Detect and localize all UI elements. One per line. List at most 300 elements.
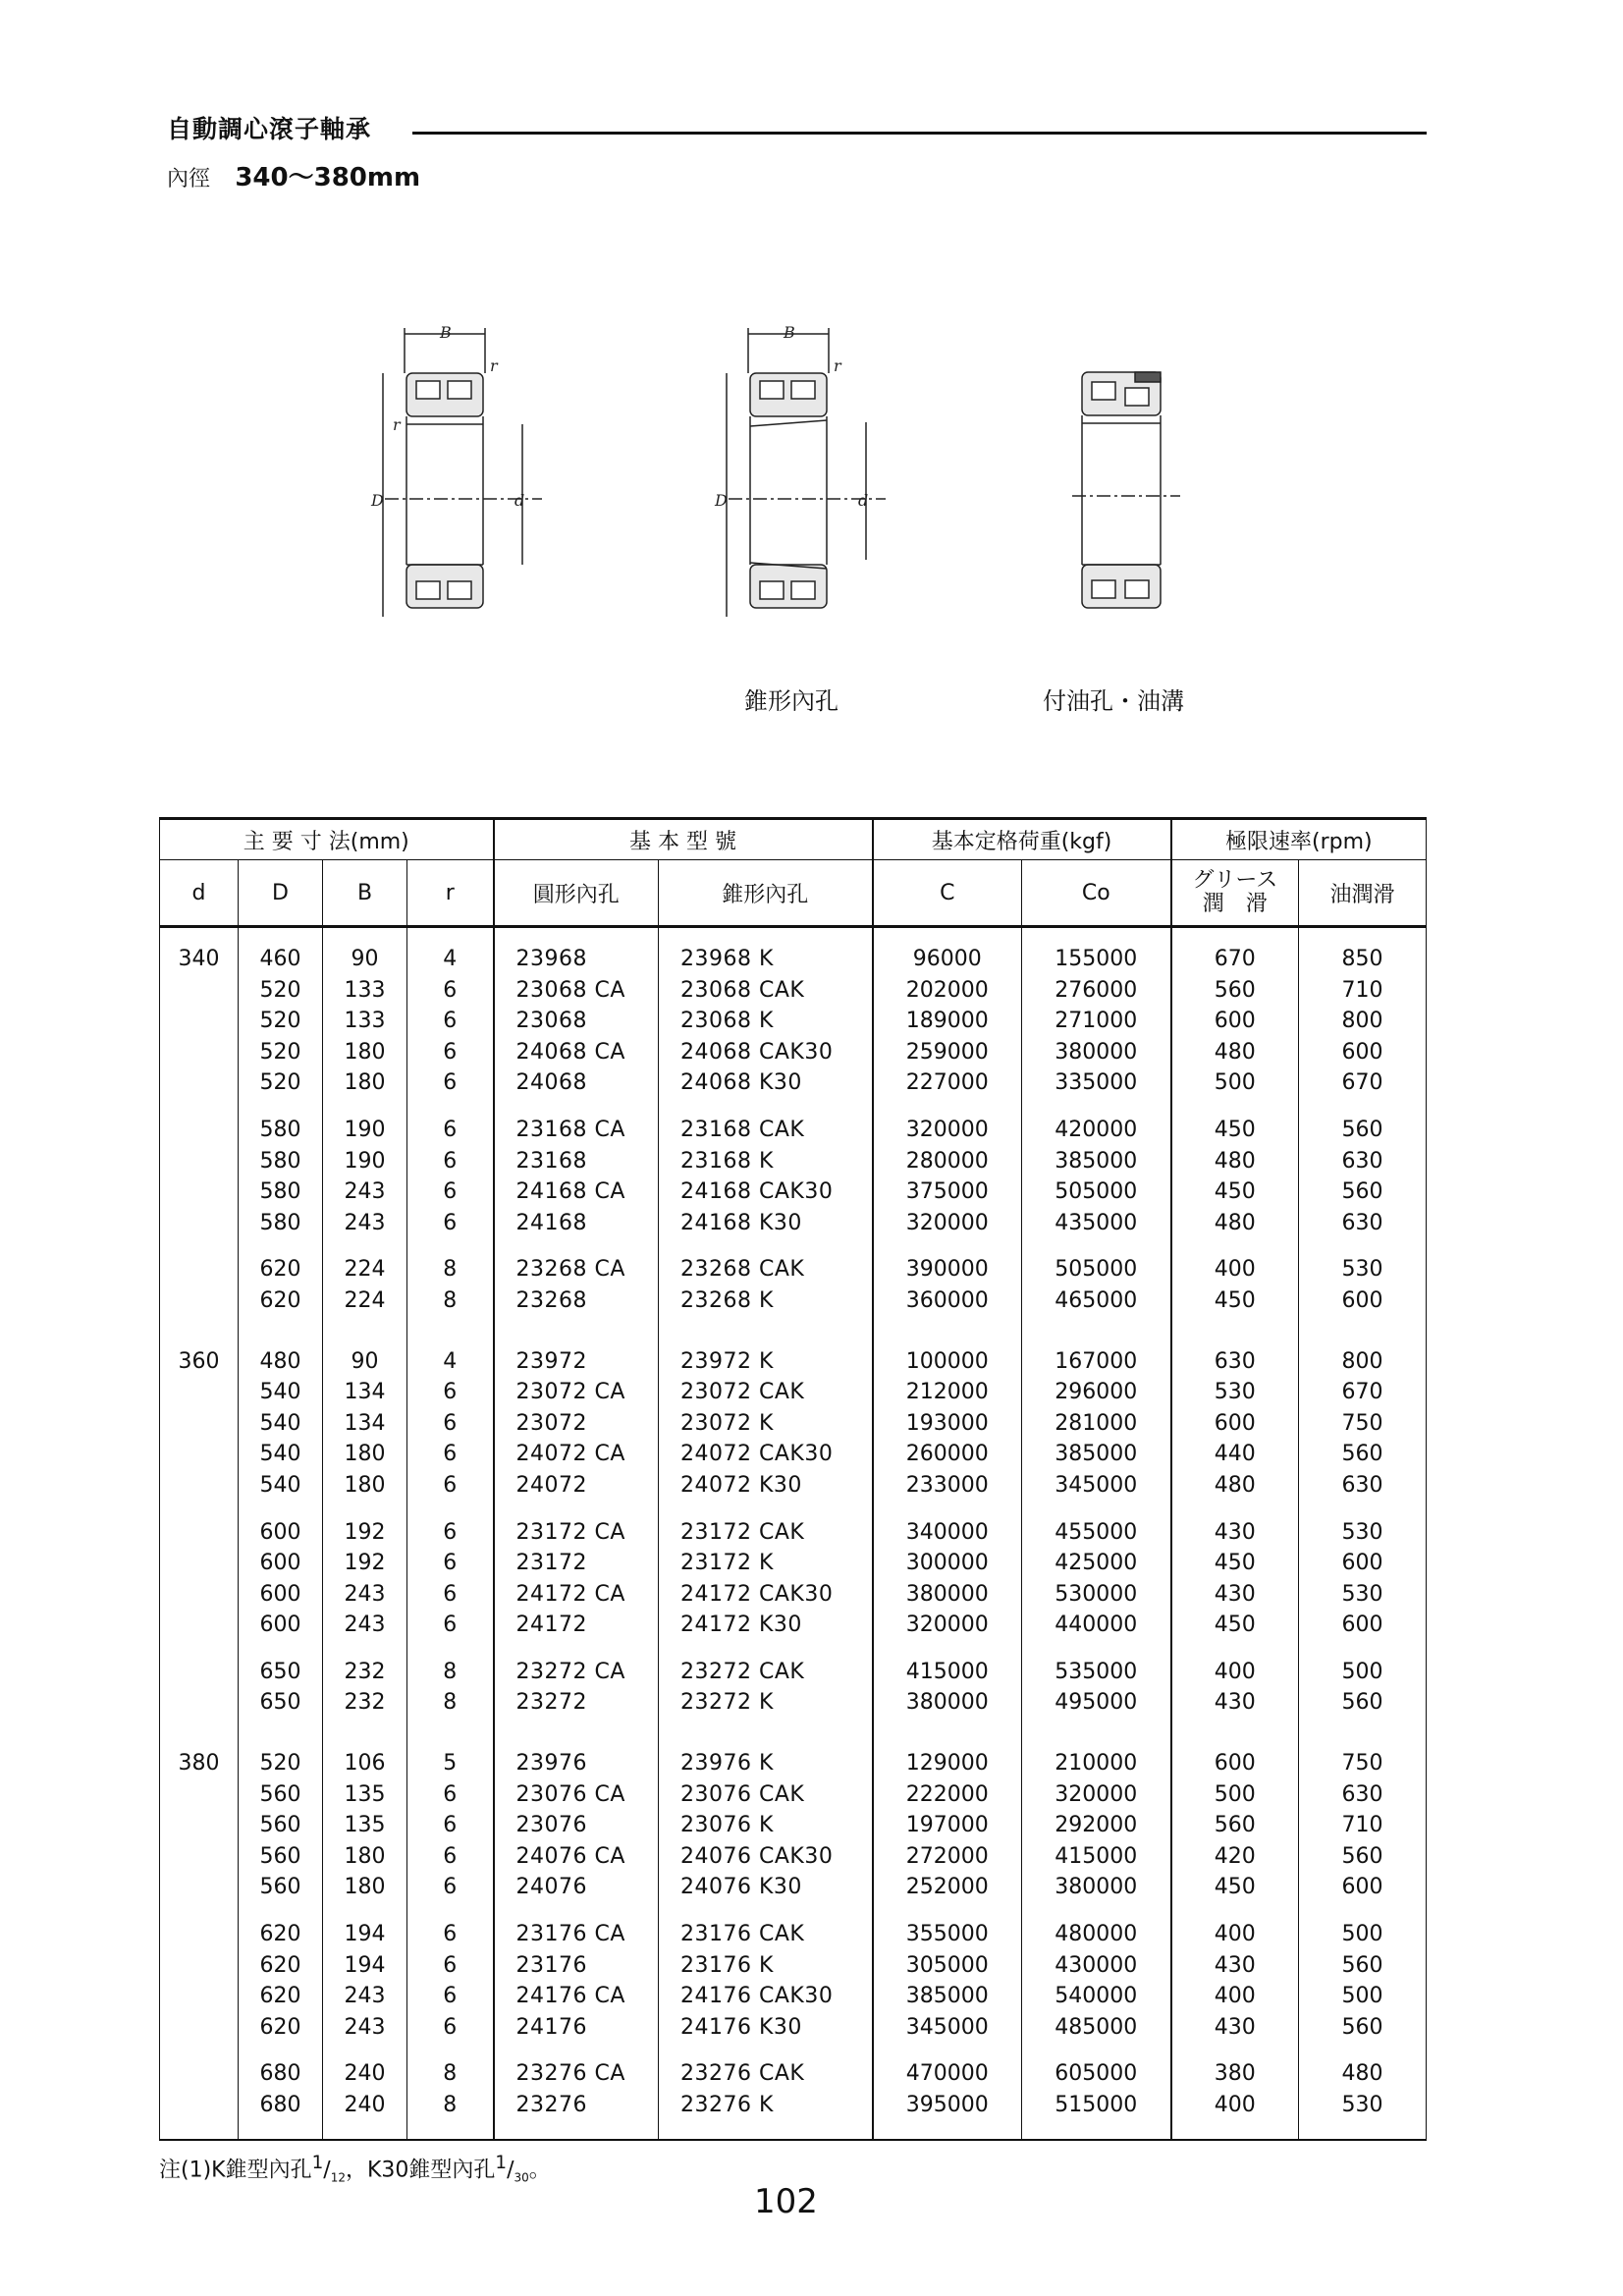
cell-taper: 23076 CAK bbox=[659, 1779, 873, 1811]
cell-d bbox=[160, 1610, 239, 1641]
cell-d bbox=[160, 2043, 239, 2090]
cell-Co: 415000 bbox=[1022, 1841, 1171, 1873]
cell-taper: 24072 K30 bbox=[659, 1470, 873, 1502]
cell-B: 180 bbox=[323, 1439, 407, 1470]
cell-r: 8 bbox=[407, 1285, 494, 1317]
table-row bbox=[160, 1006, 1427, 1037]
cell-taper: 23076 K bbox=[659, 1810, 873, 1841]
cell-d bbox=[160, 1408, 239, 1440]
cell-d bbox=[160, 1208, 239, 1239]
cell-cyl: 24176 bbox=[494, 2012, 659, 2044]
cell-D: 600 bbox=[239, 1579, 323, 1611]
cell-cyl: 23268 CA bbox=[494, 1238, 659, 1285]
cell-D: 480 bbox=[239, 1317, 323, 1378]
cell-grease: 430 bbox=[1171, 1950, 1299, 1982]
cell-D: 520 bbox=[239, 975, 323, 1007]
cell-D: 560 bbox=[239, 1872, 323, 1903]
cell-Co: 485000 bbox=[1022, 2012, 1171, 2044]
cell-D: 560 bbox=[239, 1841, 323, 1873]
cell-d bbox=[160, 1903, 239, 1950]
cell-cyl: 23272 CA bbox=[494, 1641, 659, 1688]
cell-oil: 530 bbox=[1299, 1502, 1427, 1549]
cell-D: 540 bbox=[239, 1439, 323, 1470]
cell-D: 620 bbox=[239, 1903, 323, 1950]
cell-Co: 505000 bbox=[1022, 1238, 1171, 1285]
cell-oil: 670 bbox=[1299, 1377, 1427, 1408]
cell-C: 227000 bbox=[873, 1067, 1022, 1099]
cell-grease: 400 bbox=[1171, 1981, 1299, 2012]
cell-cyl: 24068 CA bbox=[494, 1037, 659, 1068]
cell-r: 8 bbox=[407, 1641, 494, 1688]
cell-Co: 430000 bbox=[1022, 1950, 1171, 1982]
spec-table-body bbox=[160, 927, 1427, 2140]
cell-B: 180 bbox=[323, 1841, 407, 1873]
cell-d bbox=[160, 1176, 239, 1208]
cell-C: 272000 bbox=[873, 1841, 1022, 1873]
cell-r: 6 bbox=[407, 1903, 494, 1950]
cell-cyl: 23172 CA bbox=[494, 1502, 659, 1549]
cell-Co: 530000 bbox=[1022, 1579, 1171, 1611]
footnote-frac1-num: 1 bbox=[311, 2153, 324, 2173]
cell-oil: 630 bbox=[1299, 1779, 1427, 1811]
label-D: D bbox=[715, 491, 728, 510]
cell-Co: 505000 bbox=[1022, 1176, 1171, 1208]
cell-d bbox=[160, 2012, 239, 2044]
cell-grease: 480 bbox=[1171, 1208, 1299, 1239]
cell-d bbox=[160, 975, 239, 1007]
table-row bbox=[160, 1208, 1427, 1239]
table-row bbox=[160, 1377, 1427, 1408]
label-B: B bbox=[440, 324, 452, 342]
col-cylindrical-bore: 圓形內孔 bbox=[494, 860, 659, 927]
table-row bbox=[160, 1872, 1427, 1903]
table-row bbox=[160, 1810, 1427, 1841]
title-rule bbox=[412, 132, 1427, 135]
cell-C: 360000 bbox=[873, 1285, 1022, 1317]
cell-C: 212000 bbox=[873, 1377, 1022, 1408]
cell-Co: 167000 bbox=[1022, 1317, 1171, 1378]
cell-Co: 385000 bbox=[1022, 1146, 1171, 1177]
cell-r: 4 bbox=[407, 1317, 494, 1378]
cell-d: 380 bbox=[178, 1751, 220, 1777]
cell-taper: 24068 CAK30 bbox=[659, 1037, 873, 1068]
cell-grease: 600 bbox=[1171, 1006, 1299, 1037]
cell-taper: 23272 K bbox=[659, 1687, 873, 1719]
cell-r: 6 bbox=[407, 1841, 494, 1873]
footnote-middle: ，K30錐型內孔 bbox=[345, 2158, 496, 2183]
cell-cyl: 24172 bbox=[494, 1610, 659, 1641]
cell-B: 243 bbox=[323, 1610, 407, 1641]
cell-B: 194 bbox=[323, 1950, 407, 1982]
cell-d: 340 bbox=[178, 947, 220, 971]
cell-oil: 560 bbox=[1299, 2012, 1427, 2044]
cell-r: 6 bbox=[407, 1377, 494, 1408]
cell-taper: 23968 K bbox=[659, 927, 873, 975]
bore-range bbox=[167, 157, 420, 193]
cell-C: 193000 bbox=[873, 1408, 1022, 1440]
table-row bbox=[160, 1317, 1427, 1378]
cell-d bbox=[160, 1285, 239, 1317]
cell-oil: 560 bbox=[1299, 1950, 1427, 1982]
cell-Co: 480000 bbox=[1022, 1903, 1171, 1950]
cell-oil: 710 bbox=[1299, 1810, 1427, 1841]
cell-oil: 750 bbox=[1299, 1719, 1427, 1779]
cell-oil: 500 bbox=[1299, 1903, 1427, 1950]
col-grease-line1: グリース bbox=[1192, 868, 1278, 893]
table-row bbox=[160, 1641, 1427, 1688]
cell-grease: 430 bbox=[1171, 1687, 1299, 1719]
cell-B: 243 bbox=[323, 2012, 407, 2044]
cell-oil: 750 bbox=[1299, 1408, 1427, 1440]
cell-Co: 605000 bbox=[1022, 2043, 1171, 2090]
cell-r: 6 bbox=[407, 1779, 494, 1811]
cell-cyl: 24168 CA bbox=[494, 1176, 659, 1208]
table-row bbox=[160, 1408, 1427, 1440]
cell-grease: 600 bbox=[1171, 1408, 1299, 1440]
cell-oil: 480 bbox=[1299, 2043, 1427, 2090]
cell-C: 300000 bbox=[873, 1548, 1022, 1579]
cell-taper: 24172 K30 bbox=[659, 1610, 873, 1641]
cell-B: 190 bbox=[323, 1099, 407, 1146]
cell-C: 395000 bbox=[873, 2090, 1022, 2140]
cell-Co: 455000 bbox=[1022, 1502, 1171, 1549]
cell-r: 6 bbox=[407, 1981, 494, 2012]
cell-taper: 23176 K bbox=[659, 1950, 873, 1982]
cell-Co: 385000 bbox=[1022, 1439, 1171, 1470]
cell-oil: 600 bbox=[1299, 1610, 1427, 1641]
cell-grease: 480 bbox=[1171, 1470, 1299, 1502]
col-C: C bbox=[873, 860, 1022, 927]
cell-r: 6 bbox=[407, 1176, 494, 1208]
cell-r: 8 bbox=[407, 1238, 494, 1285]
cell-oil: 530 bbox=[1299, 1238, 1427, 1285]
cell-r: 6 bbox=[407, 1470, 494, 1502]
cell-taper: 23072 CAK bbox=[659, 1377, 873, 1408]
footnote-frac1-den: 12 bbox=[330, 2170, 346, 2185]
cell-oil: 500 bbox=[1299, 1641, 1427, 1688]
cell-cyl: 24076 CA bbox=[494, 1841, 659, 1873]
table-row bbox=[160, 1470, 1427, 1502]
cell-taper: 23068 CAK bbox=[659, 975, 873, 1007]
cell-taper: 24076 K30 bbox=[659, 1872, 873, 1903]
cell-D: 600 bbox=[239, 1610, 323, 1641]
cell-grease: 450 bbox=[1171, 1099, 1299, 1146]
col-grease bbox=[1171, 860, 1299, 927]
cell-B: 240 bbox=[323, 2043, 407, 2090]
cell-B: 180 bbox=[323, 1872, 407, 1903]
cell-taper: 23176 CAK bbox=[659, 1903, 873, 1950]
cell-B: 135 bbox=[323, 1810, 407, 1841]
label-D: D bbox=[371, 491, 384, 510]
table-row bbox=[160, 1285, 1427, 1317]
label-r: r bbox=[834, 356, 841, 375]
cell-grease: 430 bbox=[1171, 2012, 1299, 2044]
cell-oil: 560 bbox=[1299, 1099, 1427, 1146]
cell-C: 340000 bbox=[873, 1502, 1022, 1549]
cell-Co: 292000 bbox=[1022, 1810, 1171, 1841]
cell-oil: 630 bbox=[1299, 1208, 1427, 1239]
cell-d bbox=[160, 1810, 239, 1841]
cell-C: 355000 bbox=[873, 1903, 1022, 1950]
cell-B: 90 bbox=[323, 927, 407, 975]
label-r: r bbox=[490, 356, 498, 375]
cell-C: 345000 bbox=[873, 2012, 1022, 2044]
cell-taper: 24072 CAK30 bbox=[659, 1439, 873, 1470]
table-row bbox=[160, 2090, 1427, 2140]
table-row bbox=[160, 1687, 1427, 1719]
cell-r: 6 bbox=[407, 1502, 494, 1549]
cell-grease: 400 bbox=[1171, 2090, 1299, 2140]
cell-cyl: 23076 CA bbox=[494, 1779, 659, 1811]
col-D: D bbox=[239, 860, 323, 927]
cell-oil: 630 bbox=[1299, 1146, 1427, 1177]
cell-grease: 450 bbox=[1171, 1176, 1299, 1208]
cell-grease: 440 bbox=[1171, 1439, 1299, 1470]
cell-oil: 850 bbox=[1299, 927, 1427, 975]
footnote-frac2-den: 30 bbox=[514, 2170, 529, 2185]
bore-value: 340～380mm bbox=[235, 163, 421, 192]
cell-C: 305000 bbox=[873, 1950, 1022, 1982]
cell-C: 380000 bbox=[873, 1579, 1022, 1611]
table-row bbox=[160, 1067, 1427, 1099]
cell-d bbox=[160, 1377, 239, 1408]
cell-C: 259000 bbox=[873, 1037, 1022, 1068]
cell-D: 620 bbox=[239, 1238, 323, 1285]
cell-taper: 23072 K bbox=[659, 1408, 873, 1440]
cell-cyl: 23976 bbox=[494, 1719, 659, 1779]
cell-taper: 24172 CAK30 bbox=[659, 1579, 873, 1611]
cell-B: 190 bbox=[323, 1146, 407, 1177]
cell-Co: 540000 bbox=[1022, 1981, 1171, 2012]
cell-r: 6 bbox=[407, 1810, 494, 1841]
cell-cyl: 23968 bbox=[494, 927, 659, 975]
bore-label: 內徑 bbox=[167, 167, 211, 191]
cell-oil: 600 bbox=[1299, 1037, 1427, 1068]
cell-cyl: 23172 bbox=[494, 1548, 659, 1579]
cell-d bbox=[160, 1687, 239, 1719]
cell-C: 470000 bbox=[873, 2043, 1022, 2090]
footnote-frac2-num: 1 bbox=[495, 2153, 508, 2173]
table-row bbox=[160, 1610, 1427, 1641]
table-row bbox=[160, 1037, 1427, 1068]
cell-oil: 560 bbox=[1299, 1841, 1427, 1873]
header-speed-limit: 極限速率(rpm) bbox=[1171, 819, 1427, 860]
cell-taper: 24168 CAK30 bbox=[659, 1176, 873, 1208]
col-oil: 油潤滑 bbox=[1299, 860, 1427, 927]
table-row bbox=[160, 1779, 1427, 1811]
cell-cyl: 23168 CA bbox=[494, 1099, 659, 1146]
label-d: d bbox=[858, 491, 869, 510]
cell-D: 520 bbox=[239, 1067, 323, 1099]
table-row bbox=[160, 1548, 1427, 1579]
cell-r: 6 bbox=[407, 1006, 494, 1037]
cell-cyl: 23168 bbox=[494, 1146, 659, 1177]
header-dimensions: 主 要 寸 法(mm) bbox=[160, 819, 494, 860]
cell-cyl: 23276 CA bbox=[494, 2043, 659, 2090]
cell-Co: 380000 bbox=[1022, 1872, 1171, 1903]
cell-Co: 535000 bbox=[1022, 1641, 1171, 1688]
cell-B: 224 bbox=[323, 1285, 407, 1317]
cell-Co: 420000 bbox=[1022, 1099, 1171, 1146]
cell-oil: 800 bbox=[1299, 1317, 1427, 1378]
cell-C: 320000 bbox=[873, 1208, 1022, 1239]
cell-cyl: 23076 bbox=[494, 1810, 659, 1841]
cell-d bbox=[160, 1981, 239, 2012]
cell-r: 8 bbox=[407, 2090, 494, 2140]
cell-grease: 560 bbox=[1171, 1810, 1299, 1841]
caption-oil-groove: 付油孔・油溝 bbox=[1043, 687, 1184, 715]
cell-B: 243 bbox=[323, 1208, 407, 1239]
page-number: 102 bbox=[754, 2182, 818, 2221]
col-tapered-bore: 錐形內孔 bbox=[659, 860, 873, 927]
cell-d bbox=[160, 1099, 239, 1146]
cell-D: 620 bbox=[239, 1285, 323, 1317]
cell-D: 520 bbox=[239, 1037, 323, 1068]
cell-cyl: 24076 bbox=[494, 1872, 659, 1903]
cell-d bbox=[160, 1950, 239, 1982]
cell-C: 380000 bbox=[873, 1687, 1022, 1719]
caption-tapered-bore: 錐形內孔 bbox=[744, 687, 839, 715]
cell-r: 6 bbox=[407, 1872, 494, 1903]
table-row bbox=[160, 1981, 1427, 2012]
cell-C: 197000 bbox=[873, 1810, 1022, 1841]
cell-D: 600 bbox=[239, 1502, 323, 1549]
table-row bbox=[160, 927, 1427, 975]
table-row bbox=[160, 1439, 1427, 1470]
table-row bbox=[160, 1502, 1427, 1549]
cell-oil: 560 bbox=[1299, 1176, 1427, 1208]
cell-d bbox=[160, 1037, 239, 1068]
cell-cyl: 23068 bbox=[494, 1006, 659, 1037]
cell-grease: 450 bbox=[1171, 1872, 1299, 1903]
table-row bbox=[160, 1099, 1427, 1146]
cell-B: 135 bbox=[323, 1779, 407, 1811]
cell-grease: 480 bbox=[1171, 1037, 1299, 1068]
cell-grease: 600 bbox=[1171, 1719, 1299, 1779]
cell-B: 133 bbox=[323, 975, 407, 1007]
cell-oil: 530 bbox=[1299, 2090, 1427, 2140]
footnote-prefix: 注(1)K錐型內孔 bbox=[159, 2158, 312, 2183]
cell-D: 620 bbox=[239, 2012, 323, 2044]
cell-r: 6 bbox=[407, 2012, 494, 2044]
cell-taper: 23268 CAK bbox=[659, 1238, 873, 1285]
cell-D: 580 bbox=[239, 1208, 323, 1239]
cell-D: 560 bbox=[239, 1779, 323, 1811]
cell-oil: 600 bbox=[1299, 1285, 1427, 1317]
cell-taper: 23272 CAK bbox=[659, 1641, 873, 1688]
cell-d bbox=[160, 1439, 239, 1470]
cell-d bbox=[160, 2090, 239, 2140]
cell-C: 222000 bbox=[873, 1779, 1022, 1811]
table-row bbox=[160, 1238, 1427, 1285]
cell-B: 180 bbox=[323, 1067, 407, 1099]
cell-D: 540 bbox=[239, 1377, 323, 1408]
col-Co: Co bbox=[1022, 860, 1171, 927]
cell-D: 680 bbox=[239, 2043, 323, 2090]
label-B: B bbox=[784, 324, 795, 342]
cell-B: 134 bbox=[323, 1408, 407, 1440]
cell-B: 134 bbox=[323, 1377, 407, 1408]
cell-d bbox=[160, 1502, 239, 1549]
cell-d: 360 bbox=[178, 1348, 220, 1374]
cell-taper: 23268 K bbox=[659, 1285, 873, 1317]
cell-taper: 24076 CAK30 bbox=[659, 1841, 873, 1873]
cell-cyl: 24172 CA bbox=[494, 1579, 659, 1611]
cell-r: 4 bbox=[407, 927, 494, 975]
cell-r: 8 bbox=[407, 2043, 494, 2090]
cell-cyl: 23272 bbox=[494, 1687, 659, 1719]
cell-C: 390000 bbox=[873, 1238, 1022, 1285]
cell-D: 560 bbox=[239, 1810, 323, 1841]
cell-C: 252000 bbox=[873, 1872, 1022, 1903]
table-row bbox=[160, 1841, 1427, 1873]
cell-cyl: 24072 CA bbox=[494, 1439, 659, 1470]
cell-d bbox=[160, 1146, 239, 1177]
cell-C: 189000 bbox=[873, 1006, 1022, 1037]
cell-oil: 530 bbox=[1299, 1579, 1427, 1611]
cell-B: 192 bbox=[323, 1502, 407, 1549]
cell-taper: 23976 K bbox=[659, 1719, 873, 1779]
cell-d bbox=[160, 1579, 239, 1611]
table-row bbox=[160, 2043, 1427, 2090]
cell-taper: 23168 CAK bbox=[659, 1099, 873, 1146]
cell-cyl: 24168 bbox=[494, 1208, 659, 1239]
cell-cyl: 23072 bbox=[494, 1408, 659, 1440]
figure-tapered-bore bbox=[709, 324, 895, 619]
cell-B: 243 bbox=[323, 1579, 407, 1611]
col-grease-line2: 潤 滑 bbox=[1202, 892, 1268, 916]
cell-oil: 560 bbox=[1299, 1439, 1427, 1470]
cell-C: 202000 bbox=[873, 975, 1022, 1007]
cell-grease: 500 bbox=[1171, 1067, 1299, 1099]
cell-grease: 420 bbox=[1171, 1841, 1299, 1873]
cell-C: 320000 bbox=[873, 1099, 1022, 1146]
cell-d bbox=[160, 1238, 239, 1285]
cell-grease: 530 bbox=[1171, 1377, 1299, 1408]
cell-cyl: 23276 bbox=[494, 2090, 659, 2140]
cell-C: 385000 bbox=[873, 1981, 1022, 2012]
cell-Co: 380000 bbox=[1022, 1037, 1171, 1068]
cell-r: 6 bbox=[407, 975, 494, 1007]
cell-taper: 23172 K bbox=[659, 1548, 873, 1579]
cell-d bbox=[160, 1779, 239, 1811]
cell-r: 6 bbox=[407, 1950, 494, 1982]
footnote-suffix: 。 bbox=[528, 2158, 551, 2183]
cell-B: 240 bbox=[323, 2090, 407, 2140]
cell-oil: 710 bbox=[1299, 975, 1427, 1007]
cell-Co: 320000 bbox=[1022, 1779, 1171, 1811]
cell-C: 260000 bbox=[873, 1439, 1022, 1470]
cell-grease: 560 bbox=[1171, 975, 1299, 1007]
col-r: r bbox=[407, 860, 494, 927]
cell-d bbox=[160, 1470, 239, 1502]
cell-taper: 23972 K bbox=[659, 1317, 873, 1378]
cell-C: 280000 bbox=[873, 1146, 1022, 1177]
cell-grease: 450 bbox=[1171, 1285, 1299, 1317]
table-row bbox=[160, 1950, 1427, 1982]
cell-r: 8 bbox=[407, 1687, 494, 1719]
cell-Co: 271000 bbox=[1022, 1006, 1171, 1037]
cell-Co: 281000 bbox=[1022, 1408, 1171, 1440]
table-row bbox=[160, 1903, 1427, 1950]
cell-Co: 515000 bbox=[1022, 2090, 1171, 2140]
cell-D: 620 bbox=[239, 1981, 323, 2012]
cell-grease: 430 bbox=[1171, 1579, 1299, 1611]
label-r: r bbox=[393, 415, 401, 434]
cell-d bbox=[160, 1841, 239, 1873]
cell-taper: 24068 K30 bbox=[659, 1067, 873, 1099]
cell-r: 6 bbox=[407, 1099, 494, 1146]
